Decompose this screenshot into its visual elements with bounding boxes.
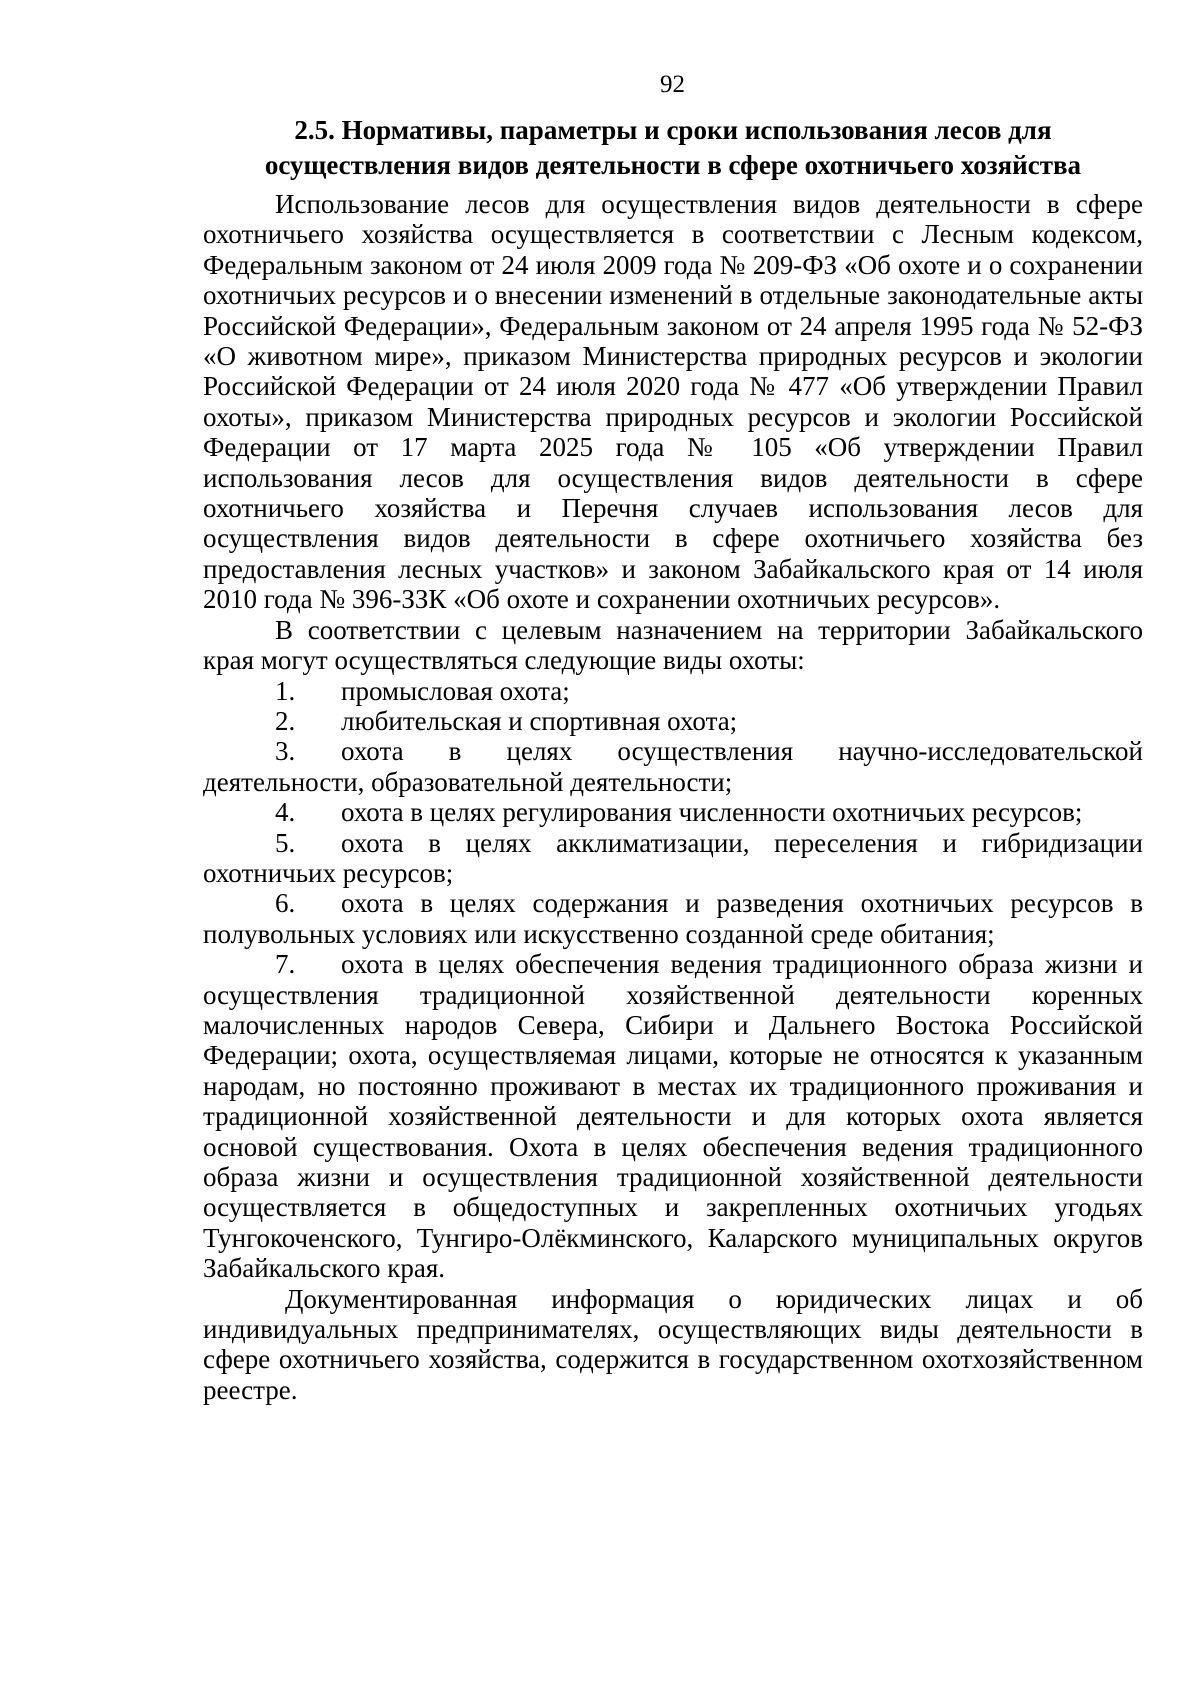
- closing-paragraph: Документированная информация о юридических лицах и об индивидуальных предпринимателях, осуществляющих виды деятельности в сфере охотничьего хозяйства, содержится в государственном охотхозяйственном реестре.: [203, 1283, 1143, 1405]
- list-item-number: 1.: [275, 675, 296, 706]
- section-heading-line-2: осуществления видов деятельности в сфере охотничьего хозяйства: [264, 150, 1082, 180]
- list-item: [203, 828, 1143, 889]
- list-item-number: 6.: [275, 888, 296, 919]
- list-item-text: охота в целях обеспечения ведения традиционного образа жизни и осуществления традиционной хозяйственной деятельности коренных малочисленных народов Севера, Сибири и Дальнего Востока Российской Федерации; охота, осуществляемая лицами, которые не относятся к указанным народам, но постоянно проживают в местах их традиционного проживания и традиционной хозяйственной деятельности и для которых охота является основой существования. Охота в целях обеспечения ведения традиционного образа жизни и осуществления традиционной хозяйственной деятельности осуществляется в общедоступных и закрепленных охотничьих угодьях Тунгокоченского, Тунгиро-Олёкминского, Каларского муниципальных округов Забайкальского края.: [203, 949, 1143, 1284]
- list-item-text: охота в целях содержания и разведения охотничьих ресурсов в полувольных условиях или искусственно созданной среде обитания;: [203, 888, 1143, 949]
- list-item-number: 7.: [275, 949, 296, 980]
- list-item-text: охота в целях осуществления научно-исследовательской деятельности, образовательной деятельности;: [203, 736, 1143, 797]
- list-item: [203, 797, 1143, 827]
- list-item-number: 5.: [275, 827, 296, 858]
- list-item: [203, 736, 1143, 797]
- hunting-types-list: [203, 676, 1143, 1284]
- list-intro-paragraph: В соответствии с целевым назначением на территории Забайкальского края могут осуществляться следующие виды охоты:: [203, 614, 1143, 676]
- intro-paragraph: Использование лесов для осуществления видов деятельности в сфере охотничьего хозяйства осуществляется в соответствии с Лесным кодексом, Федеральным законом от 24 июля 2009 года № 209-ФЗ «Об охоте и о сохранении охотничьих ресурсов и о внесении изменений в отдельные законодательные акты Российской Федерации», Федеральным законом от 24 апреля 1995 года № 52-ФЗ «О животном мире», приказом Министерства природных ресурсов и экологии Российской Федерации от 24 июля 2020 года № 477 «Об утверждении Правил охоты», приказом Министерства природных ресурсов и экологии Российской Федерации от 17 марта 2025 года № 105 «Об утверждении Правил использования лесов для осуществления видов деятельности в сфере охотничьего хозяйства и Перечня случаев использования лесов для осуществления видов деятельности в сфере охотничьего хозяйства без предоставления лесных участков» и законом Забайкальского края от 14 июля 2010 года № 396-ЗЗК «Об охоте и сохранении охотничьих ресурсов».: [203, 189, 1143, 615]
- list-item-text: любительская и спортивная охота;: [341, 705, 738, 736]
- list-item: [203, 949, 1143, 1283]
- list-item-text: охота в целях регулирования численности охотничьих ресурсов;: [341, 797, 1083, 828]
- section-heading: [203, 113, 1143, 183]
- list-item-number: 2.: [275, 705, 296, 736]
- list-item-text: промысловая охота;: [341, 675, 570, 706]
- list-item-number: 4.: [275, 797, 296, 828]
- body-text: [203, 189, 1143, 1405]
- list-item: [203, 676, 1143, 706]
- page-number: 92: [660, 71, 685, 98]
- list-item: [203, 706, 1143, 736]
- section-heading-line-1: 2.5. Нормативы, параметры и сроки использования лесов для: [294, 115, 1052, 145]
- list-item-text: охота в целях акклиматизации, переселения и гибридизации охотничьих ресурсов;: [203, 827, 1143, 888]
- list-item-number: 3.: [275, 736, 296, 767]
- list-item: [203, 888, 1143, 949]
